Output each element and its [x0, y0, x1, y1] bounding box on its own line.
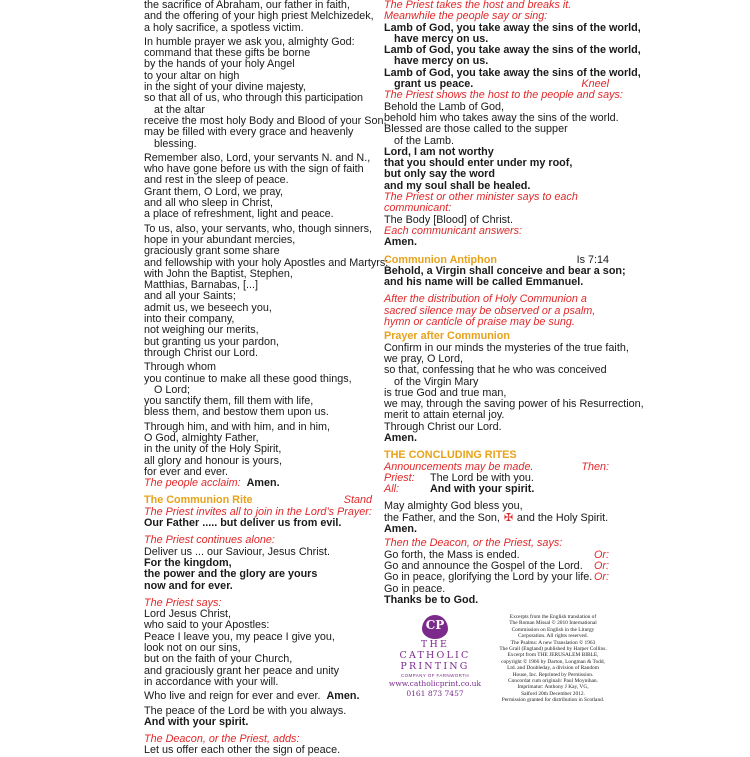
col1-line: Let us offer each other the sign of peace.: [144, 744, 341, 757]
col1-line: [144, 478, 372, 489]
col2-line: Lamb of God, you take away the sins of the world,: [384, 44, 641, 57]
col2-line: of the Lamb.: [394, 134, 455, 147]
col2-line: Go in peace.: [384, 582, 446, 595]
col1-line: at the altar: [154, 103, 206, 116]
col2-line: Each communicant answers:: [384, 224, 523, 237]
col1-line: And with your spirit.: [144, 715, 249, 728]
copyright-line: Imprimatur: Anthony J Kay, VG,: [517, 684, 589, 691]
col2-line: Amen.: [384, 236, 417, 249]
col1-line: Matthias, Barnabas, [...]: [144, 279, 259, 292]
col2-line: behold him who takes away the sins of the world.: [384, 111, 619, 124]
col2-line: have mercy on us.: [394, 32, 489, 45]
col1-line: The peace of the Lord be with you always.: [144, 704, 347, 717]
col1-line: and all who sleep in Christ,: [144, 197, 274, 210]
line-response: Amen.: [246, 477, 280, 490]
line-rubric: Or:: [594, 548, 609, 561]
line-text: Announcements may be made.: [384, 460, 534, 473]
col1-line: who have gone before us with the sign of faith: [144, 163, 364, 176]
col1-line: in accordance with your will.: [144, 675, 279, 688]
col1-line: The Deacon, or the Priest, adds:: [144, 733, 300, 746]
col2-line: [384, 572, 609, 583]
col1-line: in the unity of the Holy Spirit,: [144, 443, 282, 456]
col2-line: is true God and true man,: [384, 386, 507, 399]
logo-company: COMPANY OF FARNWORTH: [400, 673, 469, 678]
col1-line: Through him, and with him, and in him,: [144, 420, 331, 433]
col1-line: with John the Baptist, Stephen,: [144, 267, 293, 280]
col1-line: Peace I leave you, my peace I give you,: [144, 630, 335, 643]
col1-line: O God, almighty Father,: [144, 431, 259, 444]
col1-line: may be filled with every grace and heavenly: [144, 126, 354, 139]
col2-line: The Priest or other minister says to each: [384, 191, 578, 204]
col2-line: we pray, O Lord,: [384, 352, 464, 365]
col1-line: now and for ever.: [144, 579, 233, 592]
logo-name-catholic: CATHOLIC: [399, 650, 471, 661]
col1-line: and fellowship with your holy Apostles and Martyrs:: [144, 256, 389, 269]
copyright-line: House, Inc. Reprinted by Permission.: [512, 671, 594, 678]
col1-line: bless them, and bestow them upon us.: [144, 406, 329, 419]
col1-line: command that these gifts be borne: [144, 47, 311, 60]
publisher-logo: [384, 612, 486, 699]
col2-line: but only say the word: [384, 168, 495, 181]
line-rubric: Kneel: [581, 78, 609, 91]
col2-line: communicant:: [384, 202, 452, 215]
col1-line: The Priest says:: [144, 596, 222, 609]
col2-line: Behold, a Virgin shall conceive and bear a son;: [384, 264, 626, 277]
col2-line: that you should enter under my roof,: [384, 157, 573, 170]
copyright-line: Corporation. All rights reserved.: [518, 633, 588, 640]
col1-line: in the sight of your divine majesty,: [144, 81, 306, 94]
line-text: The Communion Rite: [144, 494, 253, 507]
speaker-text: The Lord be with you.: [430, 471, 534, 484]
col1-line: and all your Saints;: [144, 290, 236, 303]
line-text: grant us peace.: [394, 78, 474, 91]
line-rubric: Or:: [594, 571, 609, 584]
col1-line: O Lord;: [154, 383, 191, 396]
col2-line: THE CONCLUDING RITES: [384, 449, 517, 462]
line-text: Communion Antiphon: [384, 253, 497, 266]
publisher-phone: 0161 873 7457: [406, 689, 464, 698]
col2-line: Lamb of God, you take away the sins of the world,: [384, 21, 641, 34]
col1-line: the power and the glory are yours: [144, 568, 318, 581]
col2-line: After the distribution of Holy Communion a: [384, 293, 587, 306]
copyright-notice: [496, 614, 610, 704]
col1-line: by the hands of your holy Angel: [144, 58, 295, 71]
copyright-line: Concordat cum originali: Paul Moynihan.: [508, 678, 598, 685]
copyright-line: Permission granted for distribution in Scotland.: [501, 697, 605, 704]
copyright-line: Salford 20th December 2012.: [521, 690, 585, 697]
col1-line: all glory and honour is yours,: [144, 454, 283, 467]
col1-line: the sacrifice of Abraham, our father in faith,: [144, 0, 350, 11]
speaker-label: All:: [384, 483, 399, 496]
col1-line: hope in your abundant mercies,: [144, 233, 296, 246]
col1-line: Through whom: [144, 361, 217, 374]
line-text: Who live and reign for ever and ever.: [144, 690, 321, 703]
col2-line: The Body [Blood] of Christ.: [384, 213, 514, 226]
col2-line: of the Virgin Mary: [394, 375, 479, 388]
logo-name-the: THE: [420, 639, 450, 650]
col1-line: [144, 691, 372, 702]
col1-line: and the offering of your high priest Melchizedek,: [144, 10, 374, 23]
line-rubric: Or:: [594, 559, 609, 572]
col2-line: sacred silence may be observed or a psalm,: [384, 304, 596, 317]
col1-line: To us, also, your servants, who, though sinners,: [144, 222, 373, 235]
col1-line: For the kingdom,: [144, 556, 232, 569]
right-column: [384, 0, 644, 606]
col2-line: so that, confessing that he who was conceived: [384, 364, 607, 377]
col1-line: receive the most holy Body and Blood of your Son,: [144, 114, 387, 127]
copyright-line: The Psalms: A new Translation © 1963: [510, 639, 596, 646]
col2-line: Lord, I am not worthy: [384, 145, 494, 158]
col1-line: Lord Jesus Christ,: [144, 608, 232, 621]
col2-line: Confirm in our minds the mysteries of the true faith,: [384, 341, 629, 354]
col1-line: and graciously grant her peace and unity: [144, 664, 340, 677]
col1-line: you sanctify them, fill them with life,: [144, 395, 314, 408]
col2-line: The Priest takes the host and breaks it.: [384, 0, 572, 11]
col2-line: Meanwhile the people say or sing:: [384, 10, 548, 23]
col2-line: Through Christ our Lord.: [384, 420, 502, 433]
col1-line: but on the faith of your Church,: [144, 653, 293, 666]
col2-line: merit to attain eternal joy.: [384, 409, 505, 422]
col1-line: In humble prayer we ask you, almighty God:: [144, 35, 355, 48]
logo-name-printing: PRINTING: [400, 661, 470, 672]
line-rubric: Is 7:14: [576, 253, 609, 266]
copyright-line: Excerpt from THE JERUSALEM BIBLE,: [507, 652, 599, 659]
line-response: Amen.: [326, 690, 360, 703]
col1-line: graciously grant some share: [144, 245, 280, 258]
col1-line: Remember also, Lord, your servants N. and N.,: [144, 151, 371, 164]
col1-line: but granting us your pardon,: [144, 335, 280, 348]
col2-line: Behold the Lamb of God,: [384, 100, 505, 113]
speaker-text: And with your spirit.: [430, 483, 535, 496]
col1-line: admit us, we beseech you,: [144, 301, 272, 314]
line-rubric: Stand: [343, 494, 372, 507]
col2-line: [384, 484, 609, 495]
col1-line: Deliver us ... our Saviour, Jesus Christ.: [144, 545, 331, 558]
col1-line: so that all of us, who through this participation: [144, 92, 364, 105]
copyright-line: Excerpts from the English translation of: [509, 614, 597, 620]
line-response: and the Holy Spirit.: [516, 511, 609, 524]
col2-line: hymn or canticle of praise may be sung.: [384, 316, 575, 329]
cross-icon: ✠: [503, 511, 513, 524]
line-text: Go in peace, glorifying the Lord by your life.: [384, 571, 593, 584]
publisher-website[interactable]: www.catholicprint.co.uk: [388, 679, 482, 688]
line-rubric: Then:: [581, 460, 609, 473]
copyright-line: The Grail (England) published by Harper Collins.: [499, 646, 607, 653]
col1-line: a holy sacrifice, a spotless victim.: [144, 21, 304, 34]
speaker-label: Priest:: [384, 471, 415, 484]
col1-line: Our Father ..... but deliver us from evil.: [144, 517, 342, 530]
col2-line: Then the Deacon, or the Priest, says:: [384, 537, 563, 550]
col2-line: Amen.: [384, 523, 417, 536]
col2-line: May almighty God bless you,: [384, 500, 523, 513]
col1-line: for ever and ever.: [144, 465, 229, 478]
col2-line: and my soul shall be healed.: [384, 179, 531, 192]
copyright-line: Commission on English in the Liturgy: [511, 626, 595, 633]
line-text: The people acclaim:: [144, 477, 241, 490]
col1-line: look not on our sins,: [144, 642, 241, 655]
col2-line: Amen.: [384, 431, 417, 444]
line-text: Go and announce the Gospel of the Lord.: [384, 559, 583, 572]
col2-line: and his name will be called Emmanuel.: [384, 276, 584, 289]
left-column: [144, 0, 389, 757]
col2-line: Prayer after Communion: [384, 330, 510, 343]
copyright-line: Ltd. and Doubleday, a division of Random: [507, 665, 599, 672]
publisher-footer: [384, 612, 609, 732]
copyright-line: copyright © 1966 by Darton, Longman & Todd,: [501, 658, 605, 665]
col2-line: Lamb of God, you take away the sins of the world,: [384, 66, 641, 79]
col1-line: through Christ our Lord.: [144, 346, 259, 359]
line-text: the Father, and the Son,: [384, 511, 500, 524]
col1-line: and rest in the sleep of peace.: [144, 174, 289, 187]
col1-line: Grant them, O Lord, we pray,: [144, 185, 284, 198]
col1-line: The Priest invites all to join in the Lord’s Prayer:: [144, 505, 372, 518]
col2-line: have mercy on us.: [394, 55, 489, 68]
col2-line: Blessed are those called to the supper: [384, 123, 568, 136]
col1-line: into their company,: [144, 313, 235, 326]
col1-line: not weighing our merits,: [144, 324, 259, 337]
line-text: Go forth, the Mass is ended.: [384, 548, 520, 561]
col1-line: to your altar on high: [144, 69, 240, 82]
col2-line: [384, 513, 609, 524]
col1-line: you continue to make all these good things,: [144, 372, 352, 385]
col1-line: blessing.: [154, 137, 197, 150]
col1-line: The Priest continues alone:: [144, 534, 275, 547]
col1-line: who said to your Apostles:: [144, 619, 270, 632]
col2-line: we may, through the saving power of his Resurrection,: [384, 398, 644, 411]
col2-line: Thanks be to God.: [384, 593, 479, 606]
col1-line: a place of refreshment, light and peace.: [144, 208, 334, 221]
copyright-line: The Roman Missal © 2010 International: [509, 620, 597, 627]
chi-rho-logo-icon: CP: [422, 615, 448, 639]
col2-line: The Priest shows the host to the people and says:: [384, 89, 623, 102]
